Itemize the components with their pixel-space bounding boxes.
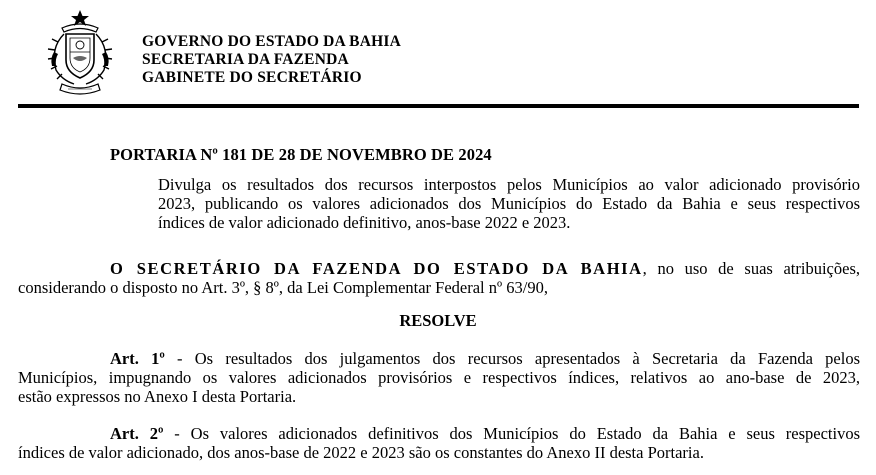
considerando-text: , no uso de suas atribuições,: [642, 259, 860, 278]
article-line: Municípios, impugnando os valores adicionados provisórios e respectivos índices, relativos ao ano-base de 2023,: [18, 368, 860, 387]
ementa-line: Divulga os resultados dos recursos interpostos pelos Municípios ao valor adicionado provisório: [158, 175, 860, 194]
letterhead: [0, 0, 876, 108]
government-name: GOVERNO DO ESTADO DA BAHIA: [142, 33, 401, 50]
cabinet-name: GABINETE DO SECRETÁRIO: [142, 69, 362, 86]
bahia-coat-of-arms-icon: [40, 8, 120, 98]
resolve-heading: RESOLVE: [399, 311, 477, 330]
document-title: PORTARIA Nº 181 DE 28 DE NOVEMBRO DE 2024: [110, 145, 492, 164]
article-1: [18, 349, 860, 406]
ementa: [158, 175, 860, 232]
letterhead-text: [142, 33, 401, 87]
article-2: [18, 424, 860, 462]
header-divider: [18, 104, 859, 108]
article-text: - Os valores adicionados definitivos dos Municípios do Estado da Bahia e seus respectivos: [163, 424, 861, 443]
article-label: Art. 1º: [110, 349, 165, 368]
article-text: - Os resultados dos julgamentos dos recursos apresentados à Secretaria da Fazenda pelos: [164, 349, 860, 368]
article-line: [18, 424, 860, 443]
article-line: índices de valor adicionado, dos anos-base de 2022 e 2023 são os constantes do Anexo II desta Portaria.: [18, 443, 704, 462]
considerando-line: considerando o disposto no Art. 3º, § 8º, da Lei Complementar Federal nº 63/90,: [18, 278, 548, 297]
article-label: Art. 2º: [110, 424, 164, 443]
considerando-paragraph: [18, 259, 860, 297]
article-line: estão expressos no Anexo I desta Portaria.: [18, 387, 297, 406]
article-line: [18, 349, 860, 368]
ementa-line: índices de valor adicionado definitivo, anos-base 2022 e 2023.: [158, 213, 571, 232]
ementa-line: 2023, publicando os valores adicionados dos Municípios do Estado da Bahia e seus respectivos: [158, 194, 860, 213]
secretary-heading: O SECRETÁRIO DA FAZENDA DO ESTADO DA BAHIA: [110, 259, 643, 278]
secretariat-name: SECRETARIA DA FAZENDA: [142, 51, 349, 68]
considerando-line: [18, 259, 860, 278]
